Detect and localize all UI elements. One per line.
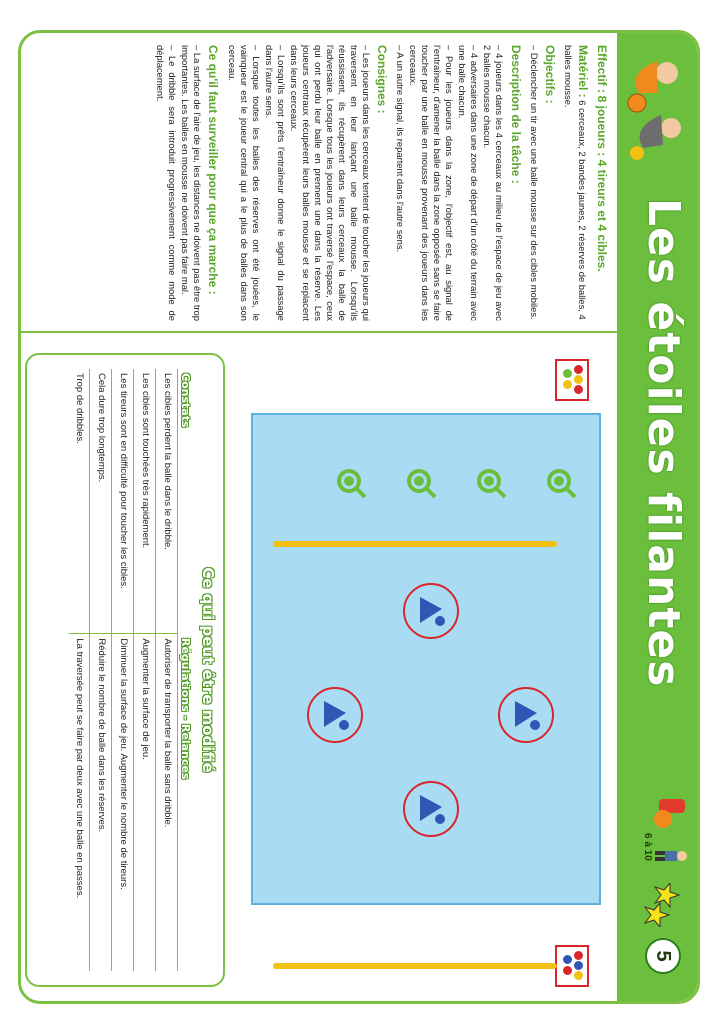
hoop-player bbox=[307, 687, 363, 743]
materiel-value: 6 cerceaux, 2 bandes jaunes, 2 réserves de balles, 4 balles mousse. bbox=[563, 45, 588, 320]
surveiller-item: – Le dribble sera introduit progressivement comme mode de déplacement. bbox=[155, 45, 179, 321]
description-item: – A un autre signal, ils repartent dans l'autre sens. bbox=[395, 45, 407, 253]
page-title: Les étoiles filantes bbox=[638, 198, 689, 688]
consignes-heading: Consignes : bbox=[375, 45, 390, 114]
consignes-item: – Les joueurs dans les cerceaux tentent de toucher les joueurs qui traversent en leur lançant une balle mousse. Lorsqu'ils réussissent, ils récupèrent dans leurs cerceaux la balle de l'adversaire. Lorsque tous les joueurs ont traversé l'espace, ceux qui ont perdu leur balle en prennent une dans la réserve. Les joueurs centraux récupèrent leurs balles mousse et se replacent dans leurs cerceaux. bbox=[288, 45, 372, 321]
constat-cell: Les cibles perdent la balle dans le dribble. bbox=[156, 369, 178, 634]
ball-icon bbox=[574, 375, 583, 384]
table-row bbox=[112, 369, 134, 971]
ball-icon bbox=[563, 955, 572, 964]
cone-player-icon bbox=[320, 697, 352, 733]
modifications-table bbox=[69, 369, 193, 971]
child-player-icon bbox=[653, 841, 689, 871]
table-row bbox=[156, 369, 178, 971]
table-header-row bbox=[178, 369, 194, 971]
description-item: – Pour les joueurs dans la zone, l'objectif est, au signal de l'entraîneur, d'amener la balle dans la zone opposée sans se faire toucher par une balle en mousse provenant des joueurs dans les cerceaux. bbox=[408, 45, 456, 321]
effectif-label: Effectif : bbox=[595, 45, 609, 93]
surveiller-item: – La surface de l'aire de jeu, les distances ne doivent pas être trop importantes. Les balles en mousse ne doivent pas faire mal. bbox=[180, 45, 204, 321]
constat-cell: Cela dure trop longtemps. bbox=[90, 369, 112, 634]
modifications-box bbox=[25, 353, 225, 987]
starting-players bbox=[295, 463, 585, 503]
regulation-cell: Augmenter la surface de jeu. bbox=[134, 634, 156, 971]
description-item: – 4 adversaires dans une zone de départ d'un côté du terrain avec une balle chacun. bbox=[457, 45, 481, 321]
cone-player-icon bbox=[416, 593, 448, 629]
playing-field bbox=[251, 413, 601, 905]
table-row bbox=[134, 369, 156, 971]
effectif-value: 8 joueurs : 4 tireurs et 4 cibles. bbox=[595, 95, 609, 272]
ball-reserve-left bbox=[555, 359, 589, 401]
effectif-line bbox=[594, 45, 609, 321]
objectifs-item: – Déclencher un tir avec une balle mousse sur des cibles mobiles. bbox=[528, 45, 540, 320]
regulation-cell: Diminuer la surface de jeu. Augmenter le nombre de tireurs. bbox=[112, 634, 134, 971]
players-illustration bbox=[617, 33, 697, 183]
description-item: – 4 joueurs dans les 4 cerceaux au milieu de l'espace de jeu avec 2 balles mousse chacun. bbox=[482, 45, 506, 321]
age-range: 6 à 10 bbox=[642, 833, 653, 861]
hoop-player bbox=[403, 583, 459, 639]
consignes-item: – Lorsque toutes les balles des réserves ont été jouées, le vainqueur est le joueur central qui a le plus de balles dans son cerceau. bbox=[226, 45, 262, 321]
description-heading: Description de la tâche : bbox=[508, 45, 523, 184]
col-header-constats: Constats bbox=[179, 373, 192, 428]
ball-icon bbox=[563, 966, 572, 975]
ball-icon bbox=[574, 961, 583, 970]
regulation-cell: Réduire le nombre de balle dans les réserves. bbox=[90, 634, 112, 971]
regulation-cell: Autoriser de transporter la balle sans dribble. bbox=[156, 634, 178, 971]
page-number: 5 bbox=[645, 938, 681, 974]
title-band bbox=[617, 33, 697, 1001]
ball-reserve-right bbox=[555, 945, 589, 987]
modifications-title: Ce qui peut être modifié bbox=[199, 567, 217, 773]
ball-icon bbox=[574, 951, 583, 960]
table-row bbox=[90, 369, 112, 971]
hoop-player bbox=[403, 781, 459, 837]
materiel-label: Matériel : bbox=[575, 45, 590, 98]
constat-cell: Trop de dribbles. bbox=[69, 369, 90, 634]
objectifs-heading: Objectifs : bbox=[543, 45, 558, 104]
end-line-yellow bbox=[273, 963, 557, 969]
hoop-player bbox=[498, 687, 554, 743]
field-diagram bbox=[233, 347, 609, 993]
cone-player-icon bbox=[416, 791, 448, 827]
ball-icon bbox=[574, 971, 583, 980]
cone-player-icon bbox=[511, 697, 543, 733]
table-row bbox=[69, 369, 90, 971]
instructions-column bbox=[21, 33, 617, 333]
ball-icon bbox=[574, 385, 583, 394]
surveiller-heading: Ce qu'il faut surveiller pour que ça marche : bbox=[206, 45, 221, 295]
start-line-yellow bbox=[273, 541, 557, 547]
ball-icon bbox=[563, 369, 572, 378]
page-frame bbox=[18, 30, 700, 1004]
stars-icon bbox=[641, 883, 681, 927]
ball-icon bbox=[563, 380, 572, 389]
bag-and-ball-icon bbox=[651, 793, 691, 833]
constat-cell: Les tireurs sont en difficulté pour toucher les cibles. bbox=[112, 369, 134, 634]
col-header-regulations: Régulations - Relances bbox=[179, 637, 192, 780]
regulation-cell: La traversée peut se faire par deux avec une balle en passes. bbox=[69, 634, 90, 971]
consignes-item: – Lorsqu'ils sont prêts l'entraîneur donne le signal du passage dans l'autre sens. bbox=[263, 45, 287, 321]
materiel-line bbox=[562, 45, 589, 321]
ball-icon bbox=[574, 365, 583, 374]
constat-cell: Les cibles sont touchées très rapidement. bbox=[134, 369, 156, 634]
